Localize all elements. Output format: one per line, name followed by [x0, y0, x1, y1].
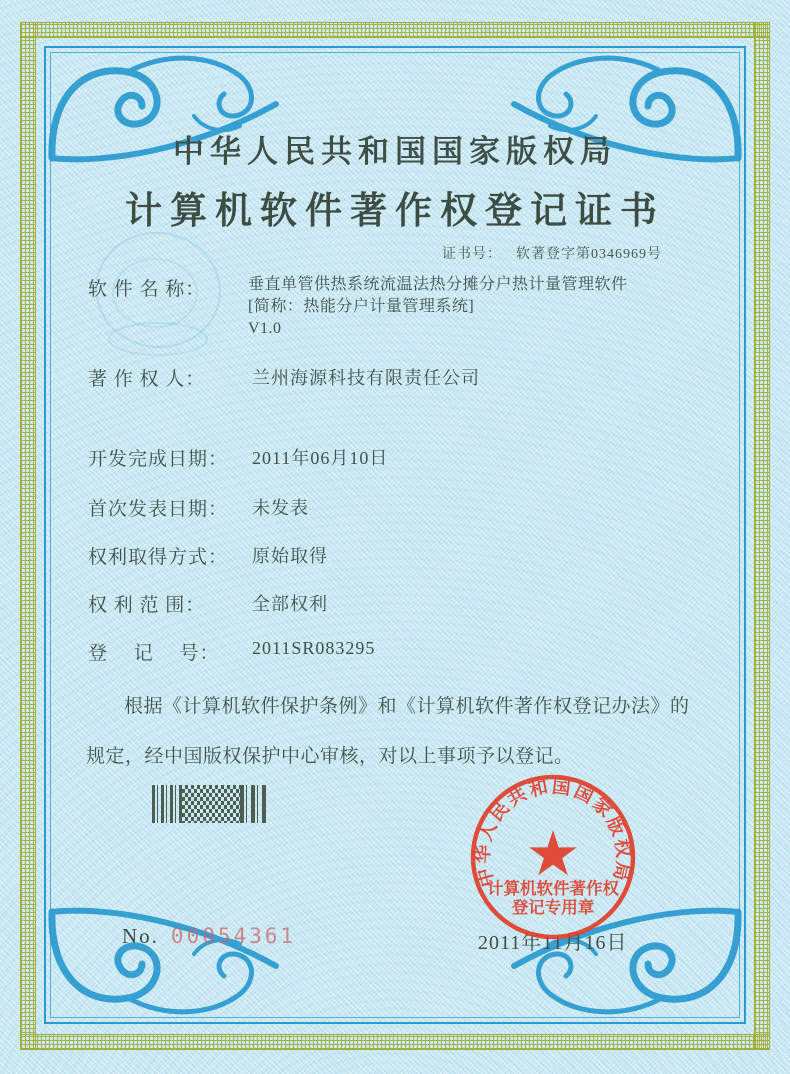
field-label: 权利取得方式：	[88, 547, 229, 568]
statement-line1: 根据《计算机软件保护条例》和《计算机软件著作权登记办法》的	[124, 696, 690, 717]
barcode-start-bars	[152, 785, 182, 823]
serial-prefix: No.	[122, 924, 159, 948]
field-label: 登 记 号：	[88, 643, 220, 664]
serial-number: 00054361	[170, 924, 297, 948]
seal-ring-text: 中华人民共和国国家版权局	[473, 777, 633, 889]
greek-key-border-top	[20, 22, 770, 38]
certificate-number-line	[442, 243, 662, 263]
field-first-publish-date	[88, 494, 309, 521]
software-name-line2: [简称：热能分户计量管理系统]	[248, 298, 475, 315]
field-value: 原始取得	[252, 546, 328, 566]
software-name-line1: 垂直单管供热系统流温法热分摊分户热计量管理软件	[248, 276, 628, 293]
field-value: 兰州海源科技有限责任公司	[252, 368, 480, 388]
issue-date: 2011年11月16日	[478, 932, 628, 954]
greek-key-border-bottom	[20, 1034, 770, 1050]
field-label: 首次发表日期：	[88, 499, 229, 520]
certificate-title: 计算机软件著作权登记证书	[125, 191, 665, 232]
field-copyright-owner	[88, 364, 480, 391]
barcode-data-modules	[182, 785, 240, 823]
field-label: 软 件 名 称：	[88, 279, 206, 300]
field-value: 全部权利	[252, 594, 328, 614]
field-value: 2011SR083295	[252, 638, 376, 658]
field-rights-acquisition	[88, 542, 328, 569]
seal-inner-line2: 登记专用章	[511, 898, 595, 917]
official-seal	[469, 773, 637, 941]
barcode-icon	[152, 785, 266, 823]
certificate-number-label: 证书号：	[442, 247, 502, 262]
registration-statement	[86, 682, 714, 782]
field-value	[248, 274, 628, 340]
serial-number-line	[122, 924, 296, 949]
issuing-authority-title: 中华人民共和国国家版权局	[173, 134, 617, 169]
seal-inner-line1: 计算机软件著作权	[487, 879, 619, 898]
greek-key-border-left	[20, 22, 36, 1050]
barcode-stop-bars	[240, 785, 266, 823]
field-label: 权 利 范 围：	[88, 595, 206, 616]
seal-star-icon: ★	[525, 821, 581, 889]
field-software-name	[88, 274, 628, 340]
field-registration-number	[88, 638, 375, 665]
field-label: 著 作 权 人：	[88, 369, 206, 390]
field-value: 未发表	[252, 498, 309, 518]
field-rights-scope	[88, 590, 328, 617]
field-label: 开发完成日期：	[88, 449, 229, 470]
statement-line2: 规定，经中国版权保护中心审核，对以上事项予以登记。	[86, 746, 574, 767]
certificate-number-value: 软著登字第0346969号	[516, 247, 662, 262]
field-value: 2011年06月10日	[252, 448, 389, 468]
field-dev-complete-date	[88, 444, 388, 471]
greek-key-border-right	[754, 22, 770, 1050]
software-version: V1.0	[248, 320, 282, 337]
